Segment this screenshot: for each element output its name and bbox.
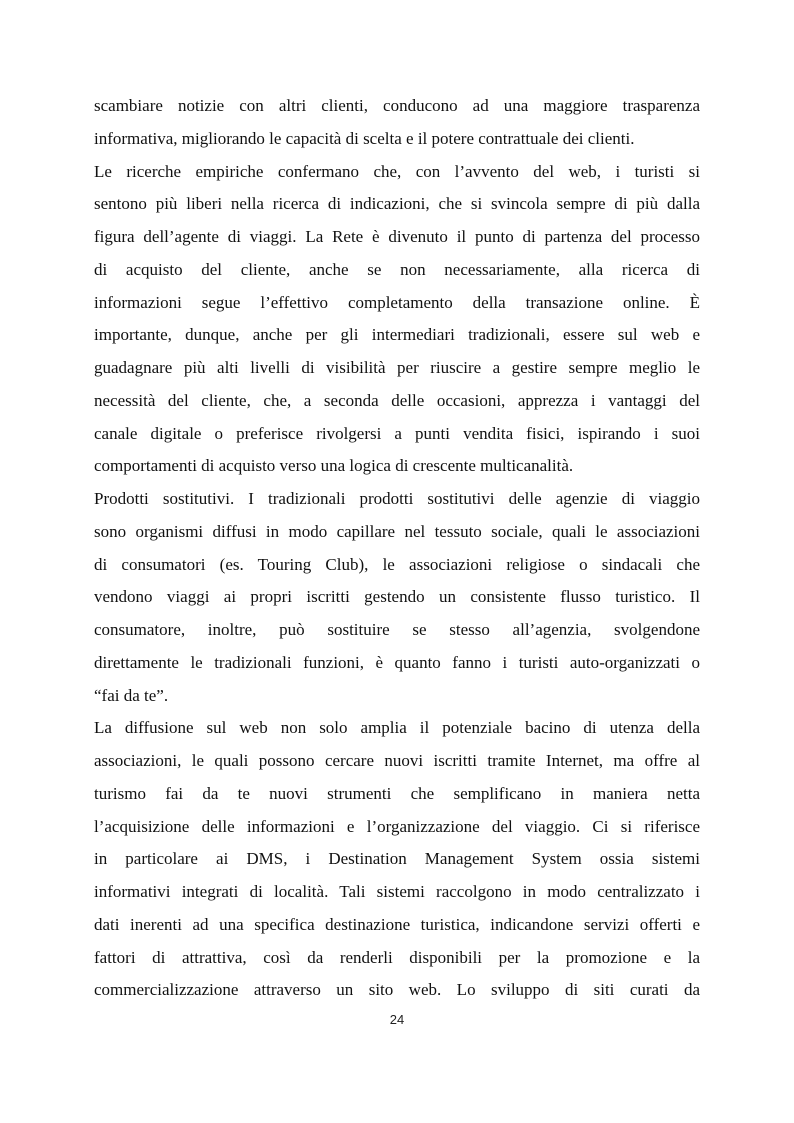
text-line: canale digitale o preferisce rivolgersi a punti vendita fisici, ispirando i suoi bbox=[94, 423, 700, 443]
text-line: sentono più liberi nella ricerca di indicazioni, che si svincola sempre di più dalla bbox=[94, 194, 700, 214]
text-line: informazioni segue l’effettivo completamento della transazione online. È bbox=[94, 292, 700, 312]
text-line: di consumatori (es. Touring Club), le associazioni religiose o sindacali che bbox=[94, 554, 700, 574]
text-line: in particolare ai DMS, i Destination Management System ossia sistemi bbox=[94, 849, 700, 869]
text-line: di acquisto del cliente, anche se non necessariamente, alla ricerca di bbox=[94, 259, 700, 279]
body-text bbox=[94, 90, 700, 1007]
text-line: l’acquisizione delle informazioni e l’organizzazione del viaggio. Ci si riferisce bbox=[94, 816, 700, 836]
text-line: necessità del cliente, che, a seconda delle occasioni, apprezza i vantaggi del bbox=[94, 390, 700, 410]
text-line: vendono viaggi ai propri iscritti gestendo un consistente flusso turistico. Il bbox=[94, 587, 700, 607]
text-line: scambiare notizie con altri clienti, conducono ad una maggiore trasparenza bbox=[94, 96, 700, 115]
text-line: La diffusione sul web non solo amplia il potenziale bacino di utenza della bbox=[94, 718, 700, 738]
text-line: Le ricerche empiriche confermano che, con l’avvento del web, i turisti si bbox=[94, 161, 700, 181]
paragraph bbox=[94, 156, 700, 484]
text-line: informativa, migliorando le capacità di scelta e il potere contrattuale dei clienti. bbox=[94, 128, 635, 148]
paragraph bbox=[94, 712, 700, 1007]
paragraph bbox=[94, 483, 700, 712]
text-line: turismo fai da te nuovi strumenti che semplificano in maniera netta bbox=[94, 783, 700, 803]
paragraph bbox=[94, 90, 700, 156]
text-line: “fai da te”. bbox=[94, 685, 169, 705]
text-line: comportamenti di acquisto verso una logica di crescente multicanalità. bbox=[94, 456, 574, 476]
text-line: commercializzazione attraverso un sito web. Lo sviluppo di siti curati da bbox=[94, 980, 700, 1000]
text-line: fattori di attrattiva, così da renderli disponibili per la promozione e la bbox=[94, 947, 700, 967]
text-line: informativi integrati di località. Tali sistemi raccolgono in modo centralizzato i bbox=[94, 882, 700, 901]
text-line: dati inerenti ad una specifica destinazione turistica, indicandone servizi offerti e bbox=[94, 914, 700, 934]
text-line: sono organismi diffusi in modo capillare nel tessuto sociale, quali le associazioni bbox=[94, 521, 700, 541]
text-line: Prodotti sostitutivi. I tradizionali prodotti sostitutivi delle agenzie di viaggio bbox=[94, 489, 700, 508]
text-line: importante, dunque, anche per gli intermediari tradizionali, essere sul web e bbox=[94, 325, 700, 345]
text-line: direttamente le tradizionali funzioni, è quanto fanno i turisti auto-organizzati o bbox=[94, 652, 700, 672]
text-line: guadagnare più alti livelli di visibilità per riuscire a gestire sempre meglio le bbox=[94, 358, 700, 377]
text-line: figura dell’agente di viaggi. La Rete è divenuto il punto di partenza del processo bbox=[94, 227, 700, 246]
text-line: consumatore, inoltre, può sostituire se stesso all’agenzia, svolgendone bbox=[94, 620, 700, 639]
text-line: associazioni, le quali possono cercare nuovi iscritti tramite Internet, ma offre al bbox=[94, 751, 700, 770]
page-number: 24 bbox=[389, 1012, 405, 1027]
